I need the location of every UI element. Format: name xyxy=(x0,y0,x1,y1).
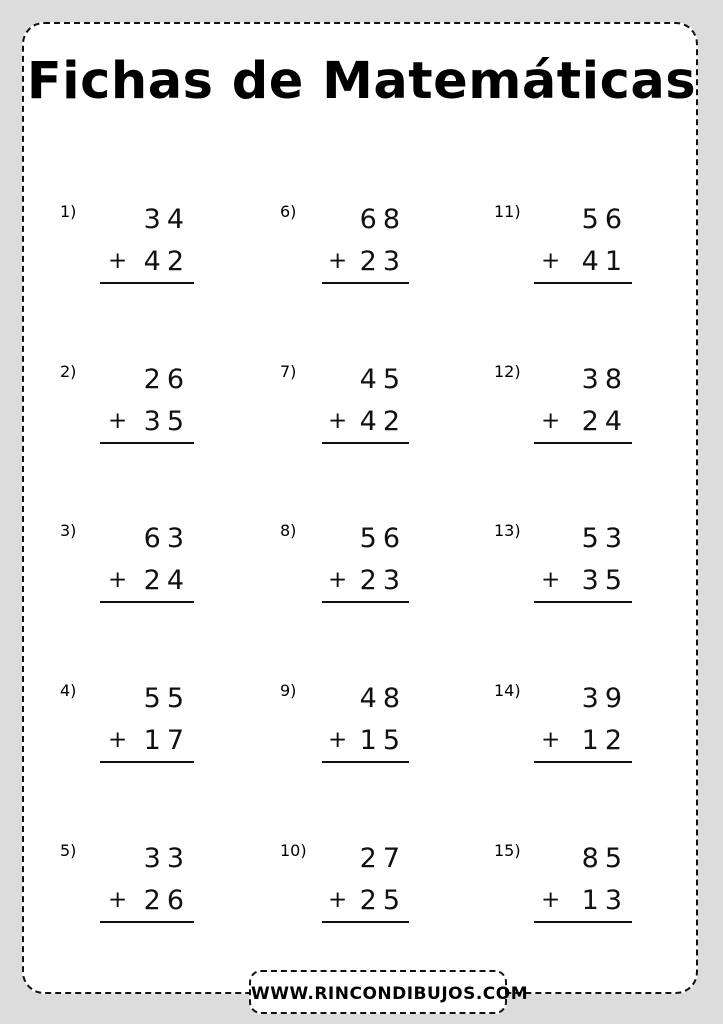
answer-line xyxy=(534,921,632,923)
bottom-operand: 13 xyxy=(581,885,628,916)
answer-line xyxy=(100,761,194,763)
plus-sign: + xyxy=(541,727,561,753)
problem-number: 6) xyxy=(280,202,297,221)
top-operand: 55 xyxy=(143,683,190,714)
page-title: Fichas de Matemáticas xyxy=(26,52,697,111)
bottom-operand: 24 xyxy=(143,565,190,596)
problem-number: 5) xyxy=(60,841,77,860)
plus-sign: + xyxy=(108,408,128,434)
problem-number: 9) xyxy=(280,681,297,700)
bottom-operand: 42 xyxy=(359,406,406,437)
problem-number: 8) xyxy=(280,521,297,540)
top-operand: 63 xyxy=(143,523,190,554)
plus-sign: + xyxy=(541,408,561,434)
answer-line xyxy=(534,761,632,763)
top-operand: 39 xyxy=(581,683,628,714)
answer-line xyxy=(534,442,632,444)
bottom-operand: 24 xyxy=(581,406,628,437)
answer-line xyxy=(534,601,632,603)
answer-line xyxy=(100,601,194,603)
bottom-operand: 35 xyxy=(581,565,628,596)
bottom-operand: 23 xyxy=(359,246,406,277)
plus-sign: + xyxy=(328,248,348,274)
plus-sign: + xyxy=(541,567,561,593)
bottom-operand: 15 xyxy=(359,725,406,756)
bottom-operand: 23 xyxy=(359,565,406,596)
problem-number: 11) xyxy=(494,202,521,221)
plus-sign: + xyxy=(108,248,128,274)
plus-sign: + xyxy=(108,567,128,593)
top-operand: 33 xyxy=(143,843,190,874)
footer-badge xyxy=(249,970,529,1014)
bottom-operand: 25 xyxy=(359,885,406,916)
top-operand: 45 xyxy=(359,364,406,395)
plus-sign: + xyxy=(328,408,348,434)
problem-number: 12) xyxy=(494,362,521,381)
top-operand: 68 xyxy=(359,204,406,235)
top-operand: 34 xyxy=(143,204,190,235)
problem-number: 15) xyxy=(494,841,521,860)
top-operand: 53 xyxy=(581,523,628,554)
problem-number: 2) xyxy=(60,362,77,381)
bottom-operand: 12 xyxy=(581,725,628,756)
bottom-operand: 26 xyxy=(143,885,190,916)
bottom-operand: 41 xyxy=(581,246,628,277)
problem-number: 14) xyxy=(494,681,521,700)
answer-line xyxy=(322,601,409,603)
problem-number: 3) xyxy=(60,521,77,540)
problem-number: 7) xyxy=(280,362,297,381)
problem-number: 4) xyxy=(60,681,77,700)
footer-url: WWW.RINCONDIBUJOS.COM xyxy=(251,984,529,1004)
top-operand: 85 xyxy=(581,843,628,874)
bottom-operand: 17 xyxy=(143,725,190,756)
top-operand: 56 xyxy=(581,204,628,235)
top-operand: 56 xyxy=(359,523,406,554)
top-operand: 27 xyxy=(359,843,406,874)
problem-number: 1) xyxy=(60,202,77,221)
answer-line xyxy=(322,282,409,284)
plus-sign: + xyxy=(328,727,348,753)
bottom-operand: 42 xyxy=(143,246,190,277)
answer-line xyxy=(322,761,409,763)
problem-number: 10) xyxy=(280,841,307,860)
plus-sign: + xyxy=(328,567,348,593)
answer-line xyxy=(100,442,194,444)
problem-number: 13) xyxy=(494,521,521,540)
top-operand: 26 xyxy=(143,364,190,395)
answer-line xyxy=(100,921,194,923)
answer-line xyxy=(100,282,194,284)
answer-line xyxy=(322,921,409,923)
top-operand: 38 xyxy=(581,364,628,395)
answer-line xyxy=(534,282,632,284)
answer-line xyxy=(322,442,409,444)
plus-sign: + xyxy=(541,887,561,913)
plus-sign: + xyxy=(108,727,128,753)
bottom-operand: 35 xyxy=(143,406,190,437)
plus-sign: + xyxy=(541,248,561,274)
plus-sign: + xyxy=(328,887,348,913)
top-operand: 48 xyxy=(359,683,406,714)
plus-sign: + xyxy=(108,887,128,913)
